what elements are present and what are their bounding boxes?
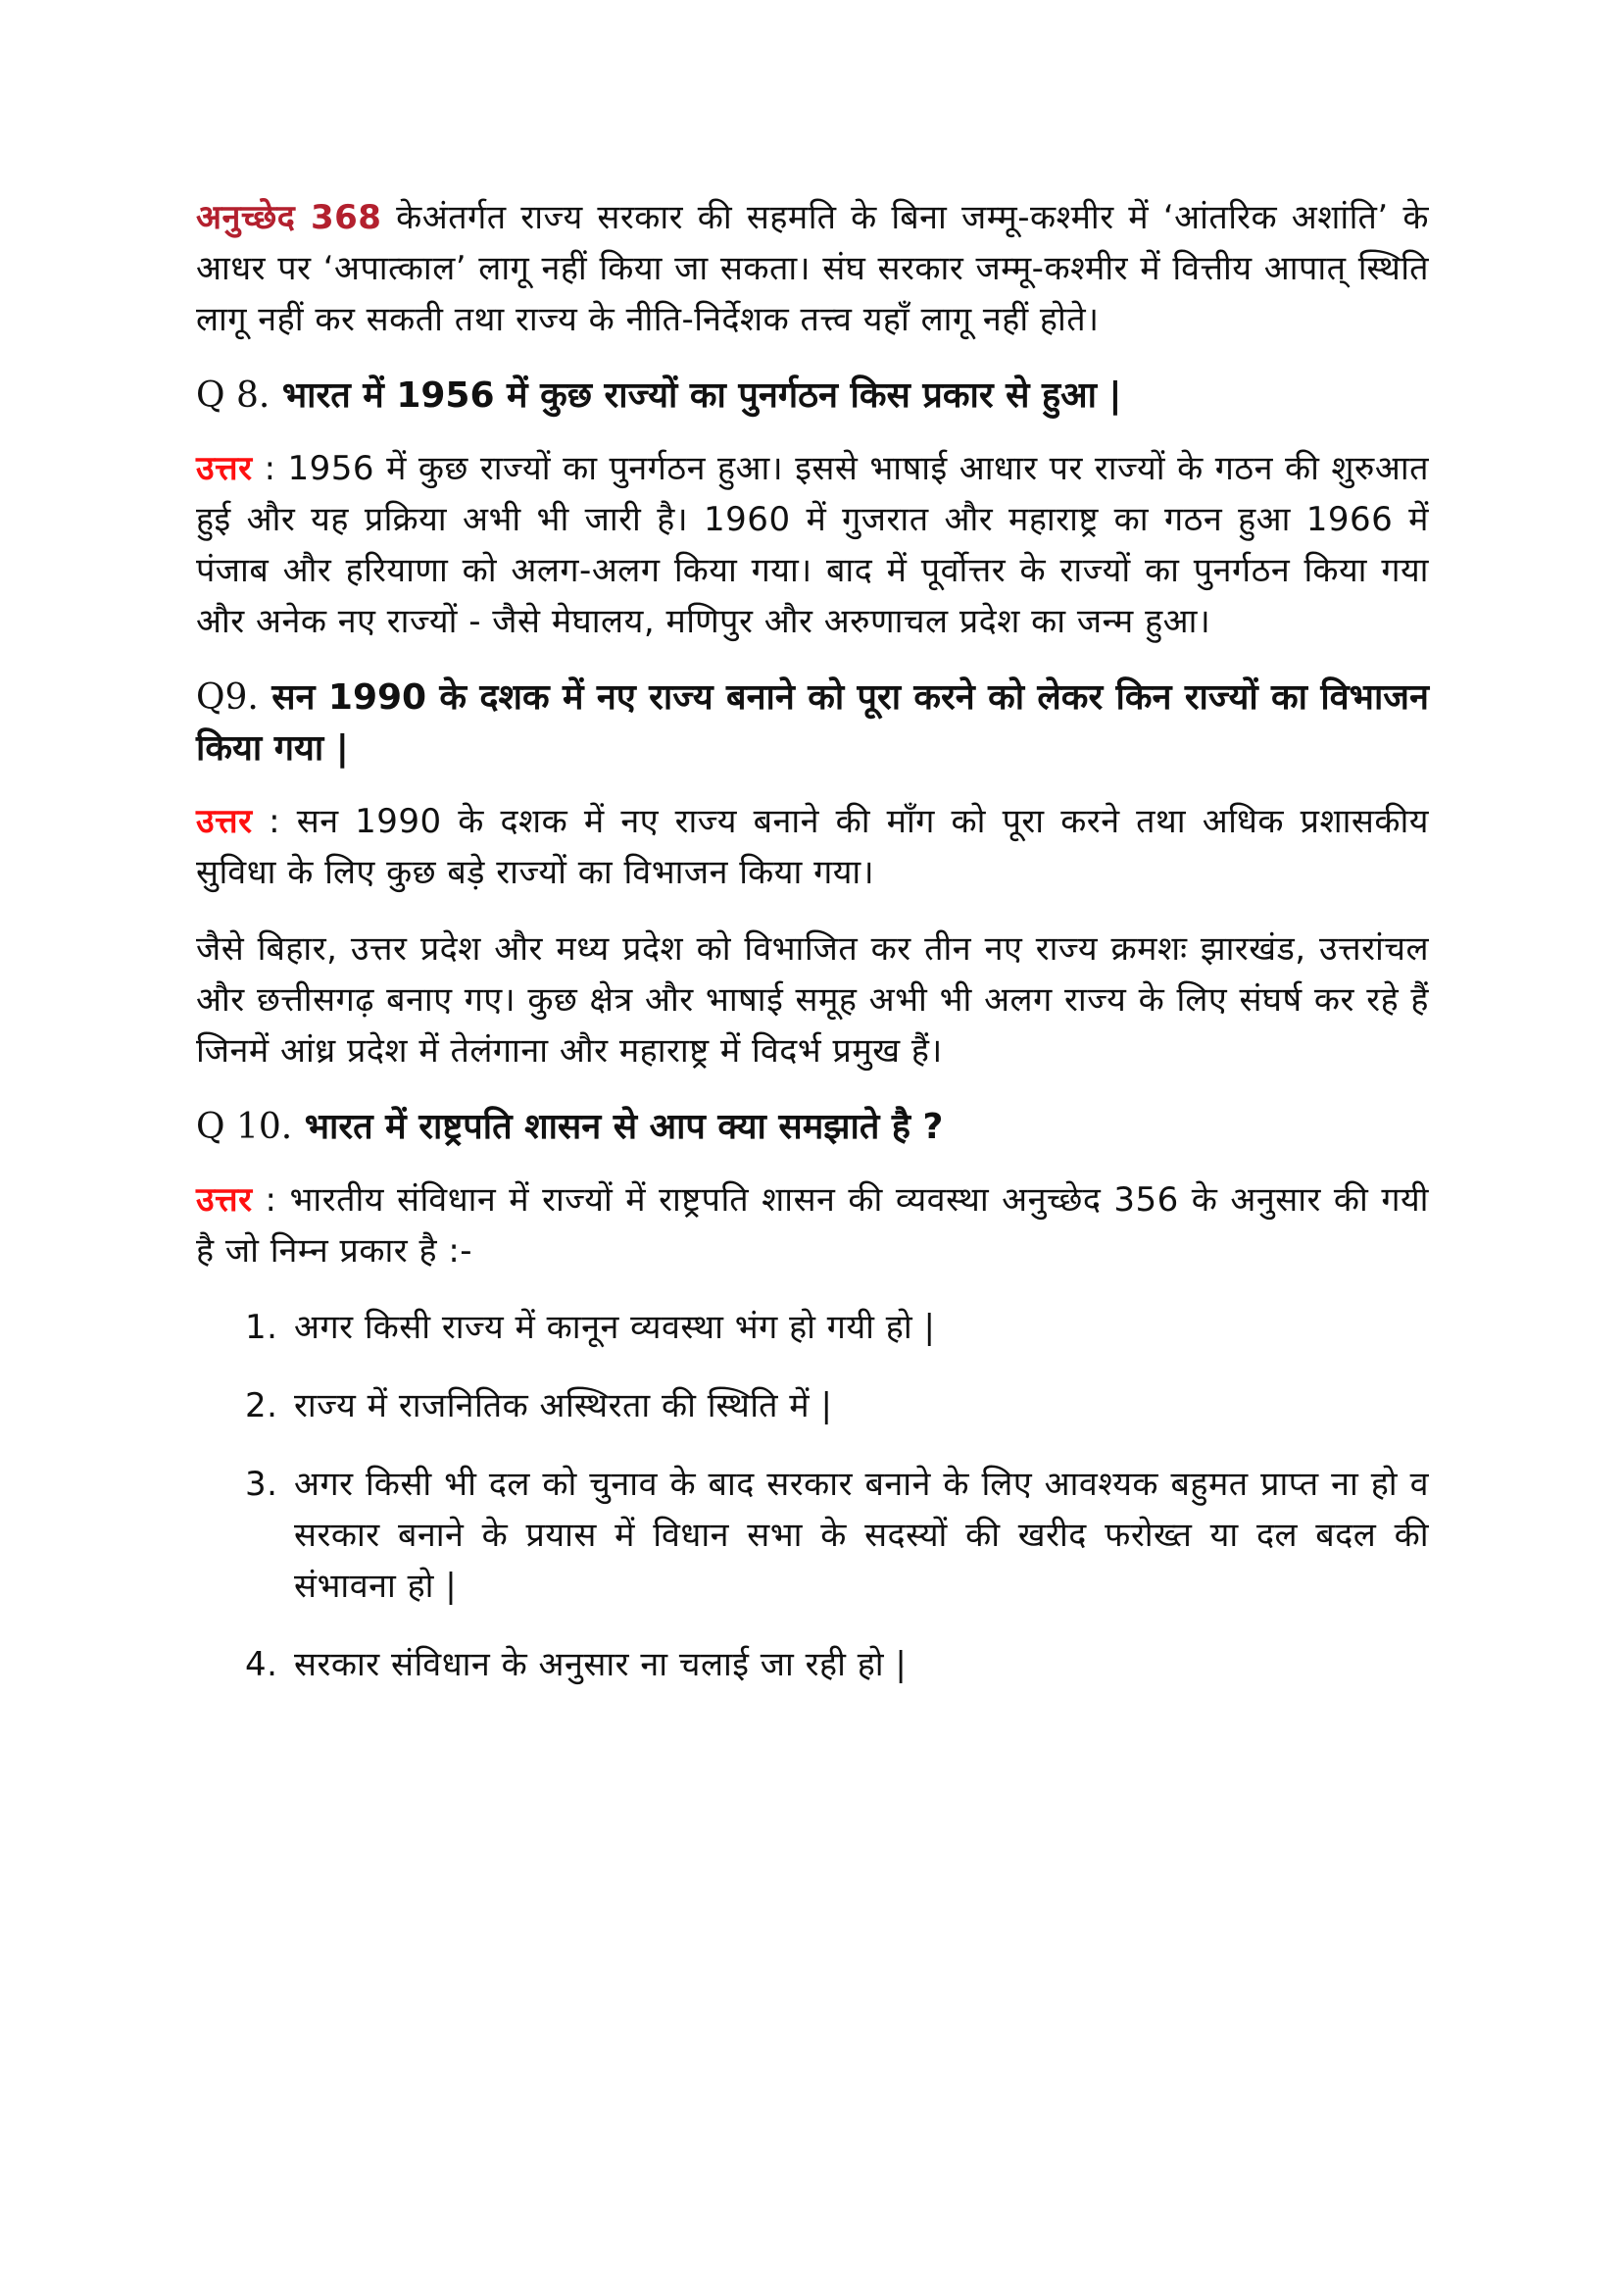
- article-label: अनुच्छेद 368: [196, 198, 382, 237]
- list-item: [196, 1459, 1429, 1612]
- list-item: [196, 1302, 1429, 1353]
- answer-8: [196, 443, 1429, 647]
- question-text: सन 1990 के दशक में नए राज्य बनाने को पूरा करने को लेकर किन राज्यों का विभाजन किया गया |: [196, 677, 1429, 769]
- intro-paragraph: [196, 192, 1429, 345]
- answer-text: : भारतीय संविधान में राज्यों में राष्ट्रपति शासन की व्यवस्था अनुच्छेद 356 के अनुसार की गयी है जो निम्न प्रकार है :-: [196, 1180, 1429, 1271]
- list-number: 2.: [245, 1386, 278, 1425]
- list-text: अगर किसी राज्य में कानून व्यवस्था भंग हो गयी हो |: [294, 1308, 936, 1347]
- list-item: [196, 1380, 1429, 1431]
- answer-label: उत्तर: [196, 802, 253, 841]
- question-text: भारत में राष्ट्रपति शासन से आप क्या समझाते है ?: [292, 1107, 944, 1147]
- answer-label: उत्तर: [196, 449, 253, 488]
- answer-text: : सन 1990 के दशक में नए राज्य बनाने की माँग को पूरा करने तथा अधिक प्रशासकीय सुविधा के लिए कुछ बड़े राज्यों का विभाजन किया गया।: [196, 802, 1429, 892]
- list-number: 3.: [245, 1465, 278, 1504]
- question-number: Q 10.: [196, 1107, 293, 1147]
- document-page: [196, 192, 1429, 1718]
- list-text: अगर किसी भी दल को चुनाव के बाद सरकार बनाने के लिए आवश्यक बहुमत प्राप्त ना हो व सरकार बनाने के प्रयास में विधान सभा के सदस्यों की खरीद फरोख्त या दल बदल की संभावना हो |: [294, 1465, 1429, 1606]
- answer-text: : 1956 में कुछ राज्यों का पुनर्गठन हुआ। इससे भाषाई आधार पर राज्यों के गठन की शुरुआत हुई और यह प्रक्रिया अभी भी जारी है। 1960 में गुजरात और महाराष्ट्र का गठन हुआ 1966 में पंजाब और हरियाणा को अलग-अलग किया गया। बाद में पूर्वोत्तर के राज्यों का पुनर्गठन किया गया और अनेक नए राज्यों - जैसे मेघालय, मणिपुर और अरुणाचल प्रदेश का जन्म हुआ।: [196, 449, 1429, 641]
- list-item: [196, 1639, 1429, 1690]
- answer-9-continued: जैसे बिहार, उत्तर प्रदेश और मध्य प्रदेश को विभाजित कर तीन नए राज्य क्रमशः झारखंड, उत्तरांचल और छत्तीसगढ़ बनाए गए। कुछ क्षेत्र और भाषाई समूह अभी भी अलग राज्य के लिए संघर्ष कर रहे हैं जिनमें आंध्र प्रदेश में तेलंगाना और महाराष्ट्र में विदर्भ प्रमुख हैं।: [196, 929, 1429, 1071]
- list-text: राज्य में राजनितिक अस्थिरता की स्थिति में |: [294, 1386, 833, 1425]
- question-9: [196, 673, 1429, 774]
- question-10: [196, 1102, 1429, 1153]
- answer-9: [196, 796, 1429, 898]
- answer-label: उत्तर: [196, 1180, 253, 1220]
- question-number: Q 8.: [196, 375, 270, 416]
- question-number: Q9.: [196, 677, 259, 718]
- list-number: 4.: [245, 1645, 278, 1684]
- question-text: भारत में 1956 में कुछ राज्यों का पुनर्गठन किस प्रकार से हुआ |: [270, 375, 1122, 416]
- question-8: [196, 371, 1429, 422]
- conditions-list: [196, 1302, 1429, 1690]
- list-number: 1.: [245, 1308, 278, 1347]
- intro-text: केअंतर्गत राज्य सरकार की सहमति के बिना जम्मू-कश्मीर में ‘आंतरिक अशांति’ के आधर पर ‘अपात्काल’ लागू नहीं किया जा सकता। संघ सरकार जम्मू-कश्मीर में वित्तीय आपात् स्थिति लागू नहीं कर सकती तथा राज्य के नीति-निर्देशक तत्त्व यहाँ लागू नहीं होते।: [196, 198, 1429, 339]
- answer-10: [196, 1174, 1429, 1276]
- list-text: सरकार संविधान के अनुसार ना चलाई जा रही हो |: [294, 1645, 908, 1684]
